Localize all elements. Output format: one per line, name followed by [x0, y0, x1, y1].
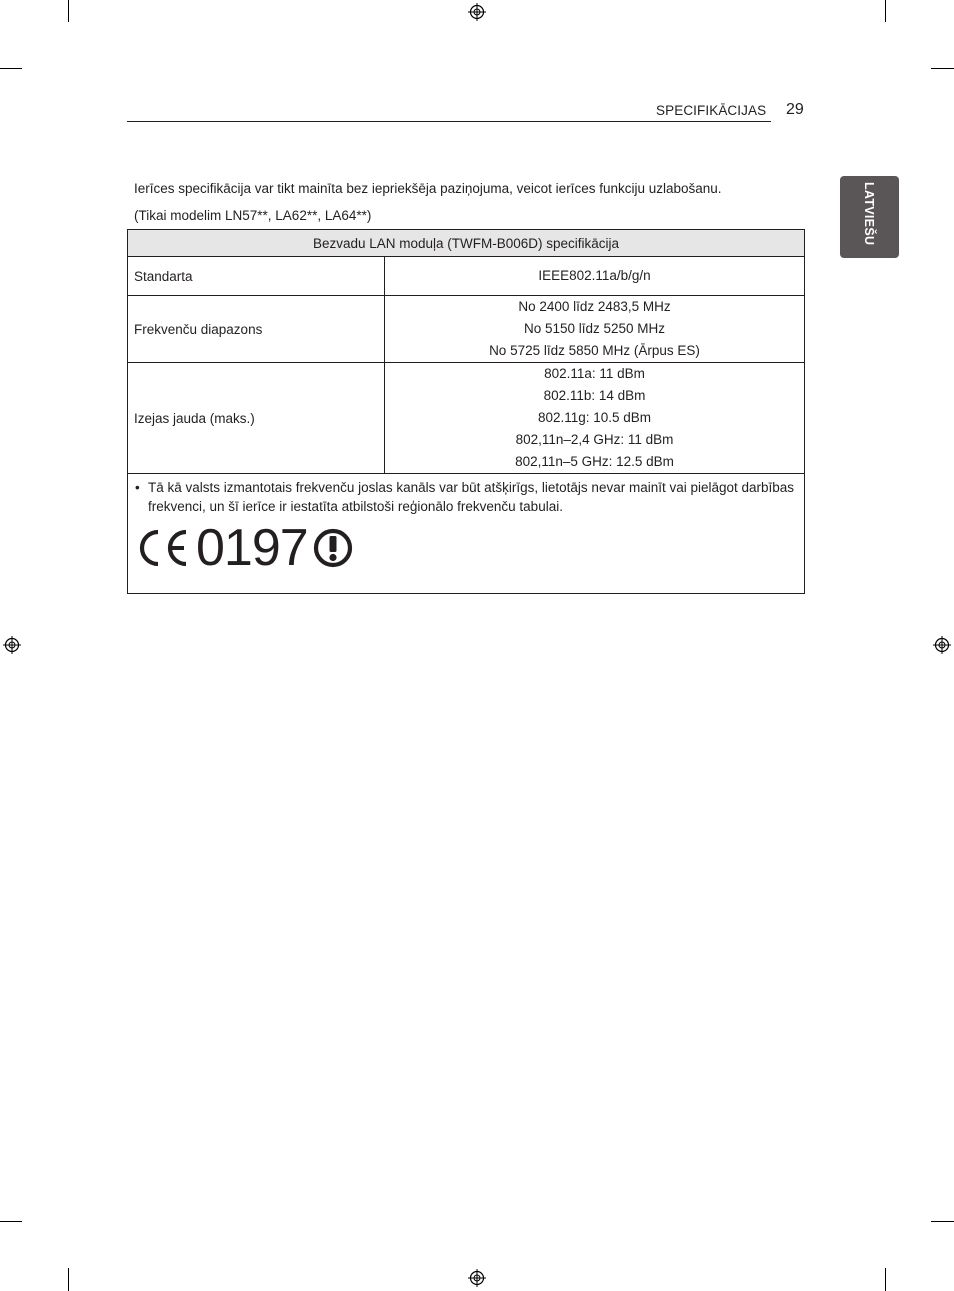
crop-mark — [931, 68, 954, 69]
certification-marks — [128, 516, 804, 577]
row-value — [385, 296, 805, 363]
registration-mark-icon — [933, 636, 951, 654]
section-title: SPECIFIKĀCIJAS — [656, 103, 767, 118]
notified-body-number: 0197 — [196, 519, 308, 577]
spec-change-notice: Ierīces specifikācija var tikt mainīta bez iepriekšēja paziņojuma, veicot ierīces funkciju uzlabošanu. — [134, 181, 722, 196]
row-label: Izejas jauda (maks.) — [128, 363, 385, 474]
crop-mark — [0, 68, 22, 69]
note-text: Tā kā valsts izmantotais frekvenču joslas kanāls var būt atšķirīgs, lietotājs nevar mainīt vai pielāgot darbības frekvenci, un šī ierīce ir iestatīta atbilstoši reģionālo frekvenču tabulai. — [148, 480, 795, 514]
registration-mark-icon — [3, 636, 21, 654]
table-note-row — [128, 474, 805, 594]
value-line: 802.11g: 10.5 dBm — [537, 410, 652, 425]
page-number: 29 — [786, 101, 804, 118]
table-caption-row — [128, 230, 805, 257]
language-tab — [840, 176, 899, 258]
alert-class-2-icon — [312, 527, 354, 569]
crop-mark — [0, 1221, 22, 1222]
value-line: No 5150 līdz 5250 MHz — [523, 321, 666, 336]
table-caption: Bezvadu LAN moduļa (TWFM-B006D) specifikācija — [128, 230, 805, 257]
crop-mark — [68, 1268, 69, 1291]
table-row — [128, 296, 805, 363]
ce-mark-icon — [136, 528, 190, 568]
model-applicability: (Tikai modelim LN57**, LA62**, LA64**) — [134, 208, 372, 223]
language-tab-label: LATVIEŠU — [862, 182, 876, 246]
row-value — [385, 363, 805, 474]
wireless-lan-spec-table — [127, 229, 805, 594]
registration-mark-icon — [468, 1269, 486, 1287]
value-line: No 5725 līdz 5850 MHz (Ārpus ES) — [489, 343, 700, 358]
note-cell — [128, 474, 805, 594]
row-value — [385, 257, 805, 296]
crop-mark — [885, 1268, 886, 1291]
header-divider — [127, 121, 771, 122]
value-line: IEEE802.11a/b/g/n — [538, 268, 651, 283]
row-label: Frekvenču diapazons — [128, 296, 385, 363]
value-line: 802.11b: 14 dBm — [543, 388, 646, 403]
value-line: No 2400 līdz 2483,5 MHz — [518, 299, 671, 314]
bullet: • — [135, 480, 140, 495]
crop-mark — [931, 1221, 954, 1222]
crop-mark — [68, 0, 69, 22]
value-line: 802,11n–5 GHz: 12.5 dBm — [515, 454, 674, 469]
row-label: Standarta — [128, 257, 385, 296]
table-row — [128, 257, 805, 296]
table-row — [128, 363, 805, 474]
value-line: 802.11a: 11 dBm — [544, 366, 645, 381]
value-line: 802,11n–2,4 GHz: 11 dBm — [515, 432, 674, 447]
registration-mark-icon — [468, 3, 486, 21]
frequency-note — [128, 474, 804, 516]
crop-mark — [885, 0, 886, 22]
